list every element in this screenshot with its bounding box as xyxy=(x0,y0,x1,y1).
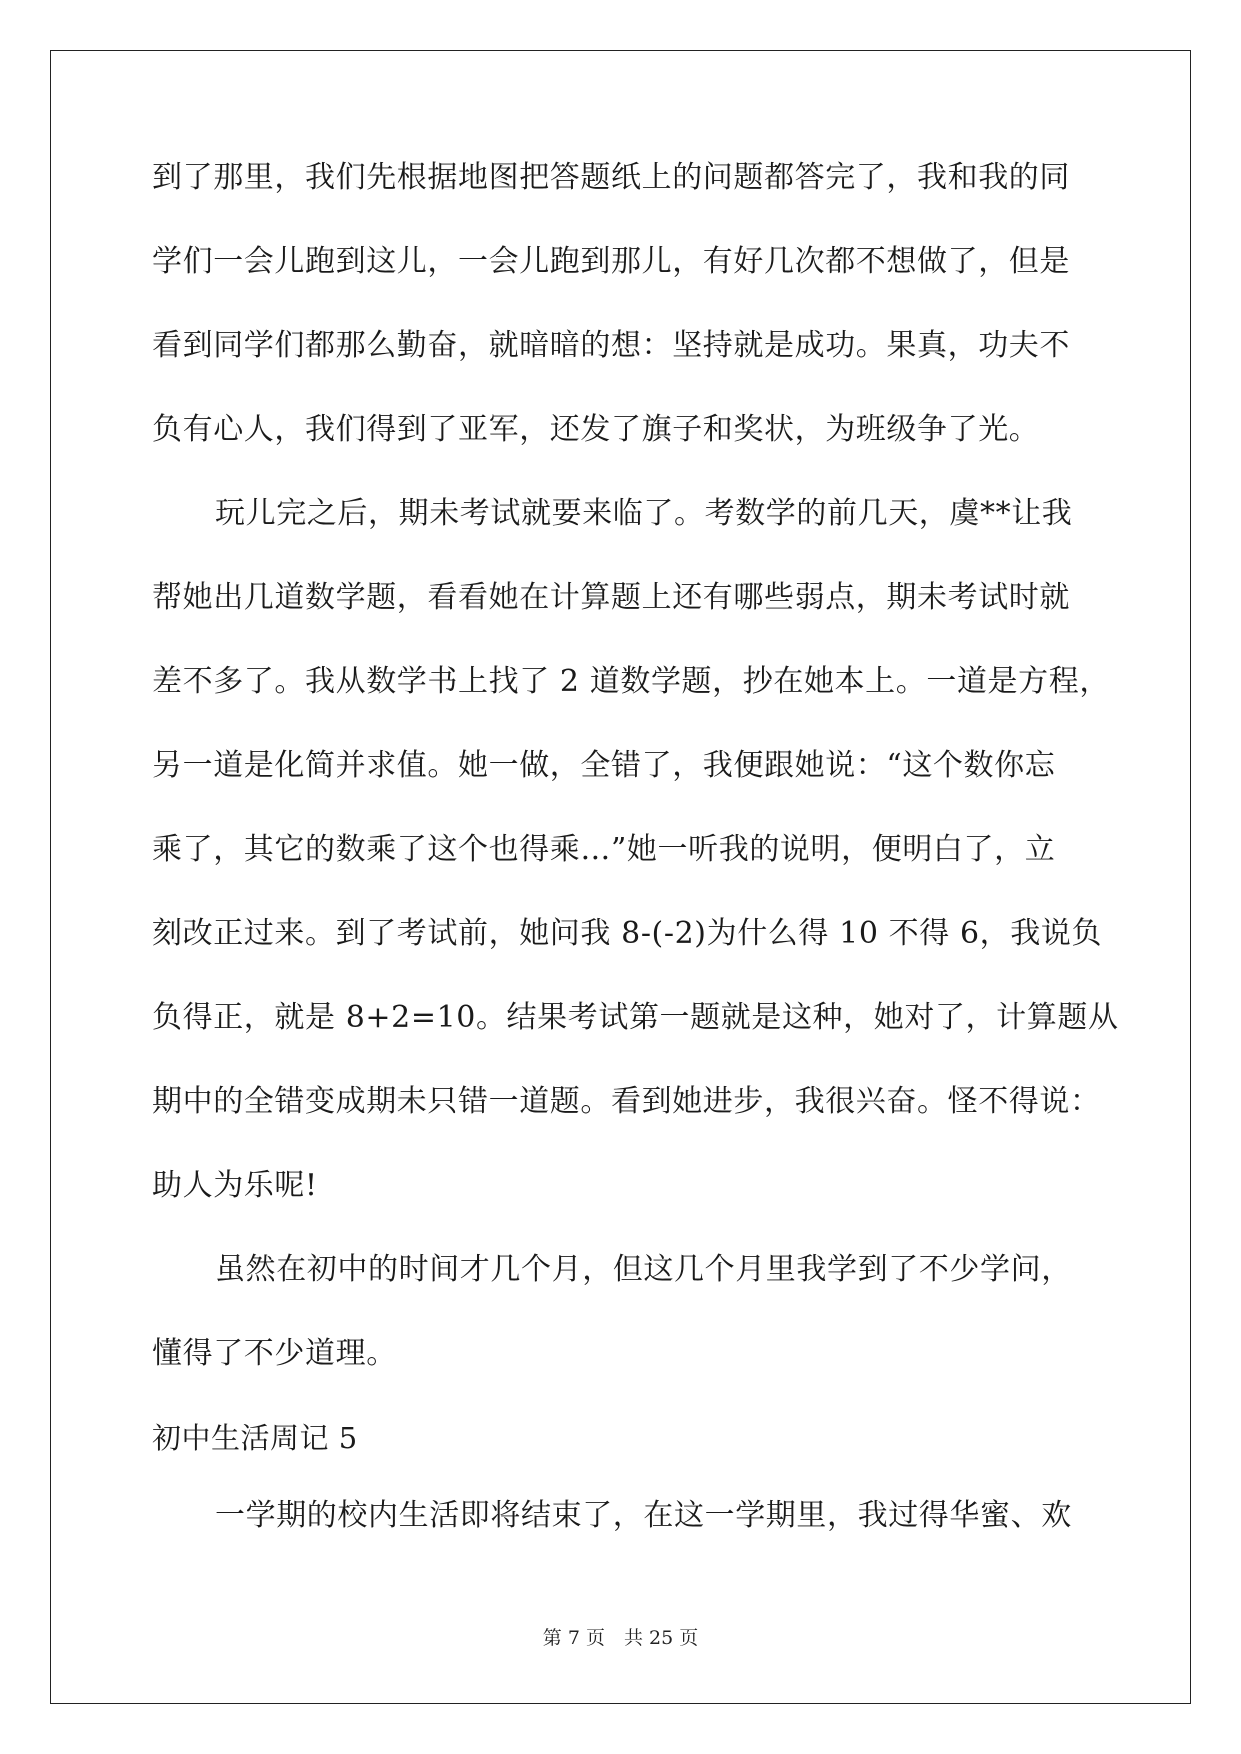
document-body xyxy=(152,159,1119,1581)
section-heading: 初中生活周记 5 xyxy=(152,1421,358,1455)
paragraph-line: 学们一会儿跑到这儿，一会儿跑到那儿，有好几次都不想做了，但是 xyxy=(152,244,1070,279)
paragraph-line: 刻改正过来。到了考试前，她问我 8-(-2)为什么得 10 不得 6，我说负 xyxy=(152,916,1103,951)
paragraph-line: 懂得了不少道理。 xyxy=(152,1336,397,1371)
paragraph-line: 负得正，就是 8+2=10。结果考试第一题就是这种，她对了，计算题从 xyxy=(152,1000,1119,1035)
paragraph-line: 帮她出几道数学题，看看她在计算题上还有哪些弱点，期未考试时就 xyxy=(152,580,1070,615)
paragraph-line: 期中的全错变成期未只错一道题。看到她进步，我很兴奋。怪不得说： xyxy=(152,1084,1101,1119)
paragraph-line: 负有心人，我们得到了亚军，还发了旗子和奖状，为班级争了光。 xyxy=(152,412,1040,447)
page-number: 第 7 页 共 25 页 xyxy=(542,1627,699,1649)
paragraph-line: 看到同学们都那么勤奋，就暗暗的想：坚持就是成功。果真，功夫不 xyxy=(152,328,1070,363)
paragraph-line: 另一道是化简并求值。她一做，全错了，我便跟她说：“这个数你忘 xyxy=(152,748,1056,783)
paragraph-line: 差不多了。我从数学书上找了 2 道数学题，抄在她本上。一道是方程， xyxy=(152,664,1110,699)
paragraph-line: 乘了，其它的数乘了这个也得乘…”她一听我的说明，便明白了，立 xyxy=(152,832,1056,867)
paragraph-line: 助人为乐呢! xyxy=(152,1168,318,1203)
paragraph-first-line: 玩儿完之后，期未考试就要来临了。考数学的前几天，虞**让我 xyxy=(215,496,1073,531)
paragraph-first-line: 一学期的校内生活即将结束了，在这一学期里，我过得华蜜、欢 xyxy=(215,1498,1072,1533)
paragraph-first-line: 虽然在初中的时间才几个月，但这几个月里我学到了不少学问， xyxy=(215,1252,1072,1287)
paragraph-line: 到了那里，我们先根据地图把答题纸上的问题都答完了，我和我的同 xyxy=(152,160,1070,195)
